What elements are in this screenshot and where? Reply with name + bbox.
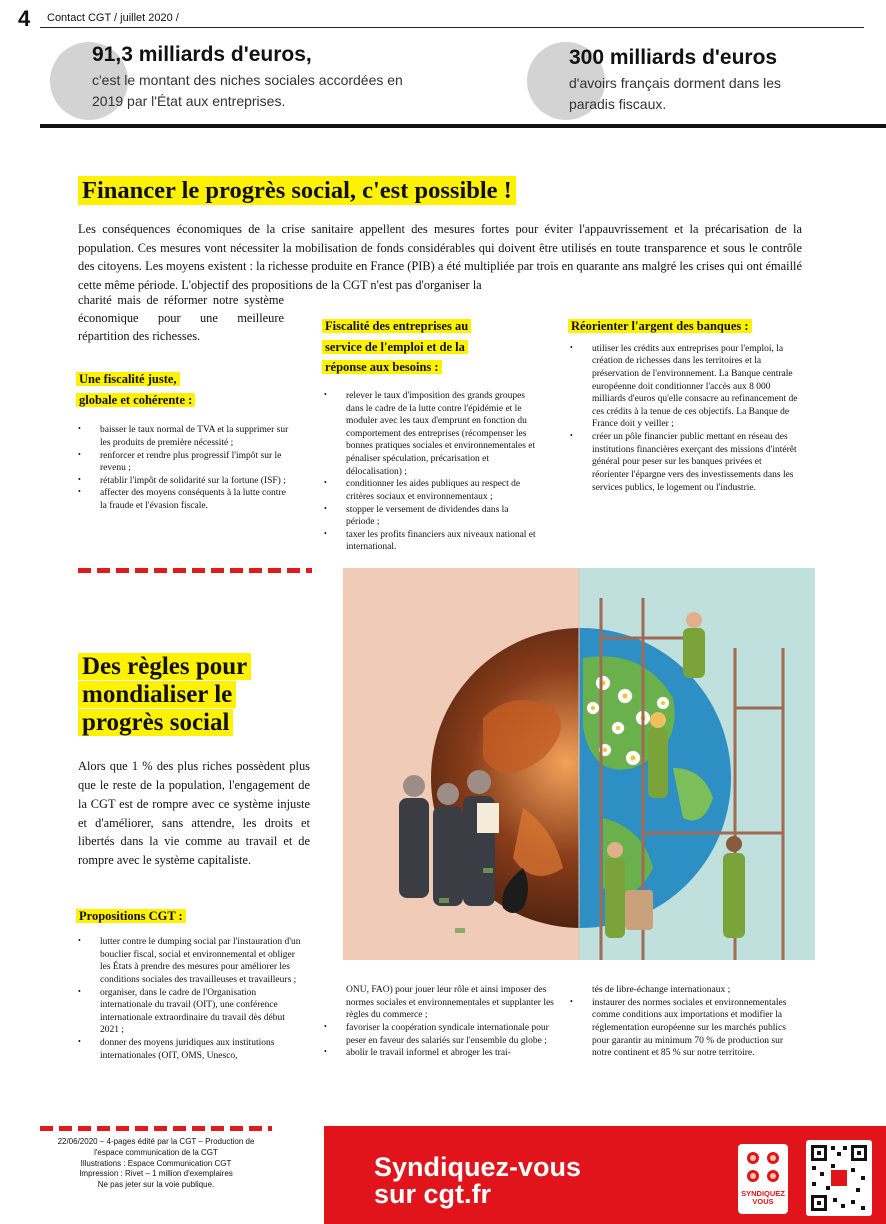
banques-heading: Réorienter l'argent des banques : bbox=[568, 319, 752, 333]
imprint-line: l'espace communication de la CGT bbox=[94, 1147, 218, 1157]
globe-illustration-svg bbox=[343, 568, 815, 960]
banques-column bbox=[568, 316, 800, 494]
stat-right bbox=[569, 46, 829, 115]
section2-title-line2: mondialiser le bbox=[78, 681, 236, 708]
list-item: • donner des moyens juridiques aux institutions internationales (OIT, OMS, Unesco, bbox=[76, 1037, 304, 1062]
propositions-col2 bbox=[322, 984, 554, 1060]
banques-list bbox=[568, 343, 800, 495]
entreprises-column bbox=[322, 316, 538, 554]
header-rule bbox=[40, 27, 864, 28]
stat-right-text: d'avoirs français dorment dans les paradis fiscaux. bbox=[569, 75, 781, 112]
section2-body: Alors que 1 % des plus riches possèdent plus que le reste de la population, l'engagement de la CGT est de rompre avec ce système injuste et d'améliorer, sans attendre, les droits et libertés dans la vie comme au travail et de rompre avec le système capitaliste. bbox=[78, 759, 310, 868]
section2-title-line1: Des règles pour bbox=[78, 653, 251, 680]
propositions-heading bbox=[76, 906, 186, 927]
banner-line2: sur cgt.fr bbox=[374, 1179, 492, 1209]
propositions-col3-lead: tés de libre-échange internationaux ; bbox=[592, 985, 731, 995]
list-item: • stopper le versement de dividendes dans la période ; bbox=[322, 504, 538, 529]
fiscal-column bbox=[76, 369, 289, 513]
imprint-line: Illustrations : Espace Communication CGT bbox=[80, 1158, 232, 1168]
list-item: • conditionner les aides publiques au respect de critères sociaux et environnementaux ; bbox=[322, 478, 538, 503]
imprint-line: Impression : Rivet – 1 million d'exemplaires bbox=[79, 1169, 233, 1179]
list-item: • rétablir l'impôt de solidarité sur la fortune (ISF) ; bbox=[76, 475, 290, 488]
list-item: • relever le taux d'imposition des grands groupes dans le cadre de la lutte contre l'épidémie et le moduler avec les taux d'emprunt en fonction du comportement des entreprises (récompenser les bonnes pratiques sociales et environnementales et pénaliser spéculation, précarisation et délocalisation) ; bbox=[322, 390, 538, 478]
running-head: Contact CGT / juillet 2020 / bbox=[47, 12, 179, 24]
stat-left-text: c'est le montant des niches sociales accordées en 2019 par l'État aux entreprises. bbox=[92, 72, 403, 109]
banner-text bbox=[374, 1154, 581, 1208]
globe-illustration bbox=[343, 568, 815, 960]
section2-title-line3: progrès social bbox=[78, 709, 233, 736]
entreprises-heading-1: Fiscalité des entreprises au bbox=[322, 319, 471, 333]
red-dashed-divider bbox=[78, 568, 312, 573]
propositions-col3 bbox=[568, 984, 800, 1060]
list-item: • taxer les profits financiers aux niveaux national et international. bbox=[322, 529, 538, 554]
section1-intro: Les conséquences économiques de la crise sanitaire appellent des mesures fortes pour éviter l'appauvrissement et la précarisation de la population. Ces mesures vont nécessiter la mobilisation de fonds considérables qui doivent être utilisés en toute transparence et sous le contrôle des citoyens. Les moyens existent : la richesse produite en France (PIB) a été multipliée par trois en quarante ans malgré les crises qui ont émaillé cette même période. L'objectif des propositions de la CGT n'est pas d'organiser la bbox=[78, 222, 802, 292]
imprint-line: Ne pas jeter sur la voie publique. bbox=[97, 1180, 215, 1190]
list-item: • organiser, dans le cadre de l'Organisation internationale du travail (OIT), une conférence internationale extraordinaire du travail dès début 2021 ; bbox=[76, 987, 304, 1038]
imprint bbox=[40, 1137, 272, 1191]
stat-left-value: 91,3 milliards d'euros, bbox=[92, 43, 312, 66]
stats-rule bbox=[40, 124, 886, 128]
list-item: • abolir le travail informel et abroger les trai- bbox=[322, 1047, 554, 1060]
propositions-heading-text: Propositions CGT : bbox=[76, 909, 186, 923]
entreprises-list bbox=[322, 390, 538, 554]
list-item: • lutter contre le dumping social par l'instauration d'un bouclier fiscal, social et environnemental et obliger les États à prendre des mesures pour améliorer les conditions sociales des travailleuses et travailleurs ; bbox=[76, 936, 304, 987]
propositions-list-col1 bbox=[76, 936, 304, 1062]
page-number: 4 bbox=[18, 6, 31, 31]
banner-line1: Syndiquez-vous bbox=[374, 1152, 582, 1182]
entreprises-heading-2: service de l'emploi et de la bbox=[322, 340, 468, 354]
imprint-line: 22/06/2020 – 4-pages édité par la CGT – Production de bbox=[57, 1137, 255, 1146]
fiscal-list bbox=[76, 424, 290, 512]
list-item: • baisser le taux normal de TVA et la supprimer sur les produits de première nécessité ; bbox=[76, 424, 290, 449]
badge-text-2: VOUS bbox=[752, 1197, 774, 1207]
section1-title-text: Financer le progrès social, c'est possible ! bbox=[78, 176, 516, 205]
syndiquez-badge bbox=[738, 1144, 788, 1214]
badge-label bbox=[738, 1190, 788, 1207]
list-item: • affecter des moyens conséquents à la lutte contre la fraude et l'évasion fiscale. bbox=[76, 487, 290, 512]
fiscal-heading-1: Une fiscalité juste, bbox=[76, 372, 180, 386]
list-item: • renforcer et rendre plus progressif l'impôt sur le revenu ; bbox=[76, 450, 290, 475]
list-item: • créer un pôle financier public mettant en réseau des institutions financières exerçant des missions d'intérêt général pour peser sur les banques privées et réorienter l'épargne vers des investissements dans les services publics, le logement ou l'industrie. bbox=[568, 431, 800, 494]
list-item: • instaurer des normes sociales et environnementales comme conditions aux importations et modifier la réglementation européenne sur les marchés publics pour garantir au minimum 70 % de production sur notre continent et 85 % sur notre territoire. bbox=[568, 997, 800, 1060]
stat-left bbox=[92, 43, 432, 112]
qr-code-graphic bbox=[806, 1140, 872, 1216]
entreprises-heading-3: réponse aux besoins : bbox=[322, 360, 442, 374]
stat-right-value: 300 milliards d'euros bbox=[569, 46, 778, 69]
propositions-list-col2 bbox=[322, 1022, 554, 1060]
join-banner[interactable] bbox=[324, 1126, 886, 1224]
propositions-list-col3 bbox=[568, 997, 800, 1060]
badge-text-1: SYNDIQUEZ bbox=[741, 1189, 785, 1198]
section1-intro-continued: charité mais de réformer notre système économique pour une meilleure répartition des richesses. bbox=[78, 293, 284, 343]
section1-title bbox=[78, 176, 516, 205]
list-item: • utiliser les crédits aux entreprises pour l'emploi, la création de richesses dans les territoires et la préservation de l'environnement. La Banque centrale européenne doit conditionner l'accès aux 8 000 milliards d'euros qu'elle consacre au refinancement de ces crédits à la tenue de ces objectifs. La Banque de France doit y veiller ; bbox=[568, 343, 800, 431]
propositions-col2-lead: ONU, FAO) pour jouer leur rôle et ainsi imposer des normes sociales et environnementales et supplanter les règles du commerce ; bbox=[346, 985, 554, 1021]
list-item: • favoriser la coopération syndicale internationale pour peser en faveur des salariés sur l'ensemble du globe ; bbox=[322, 1022, 554, 1047]
fiscal-heading-2: globale et cohérente : bbox=[76, 393, 195, 407]
qr-code-icon[interactable] bbox=[806, 1140, 872, 1216]
footer-red-dashed-divider bbox=[40, 1126, 272, 1131]
section2-title bbox=[78, 653, 308, 737]
